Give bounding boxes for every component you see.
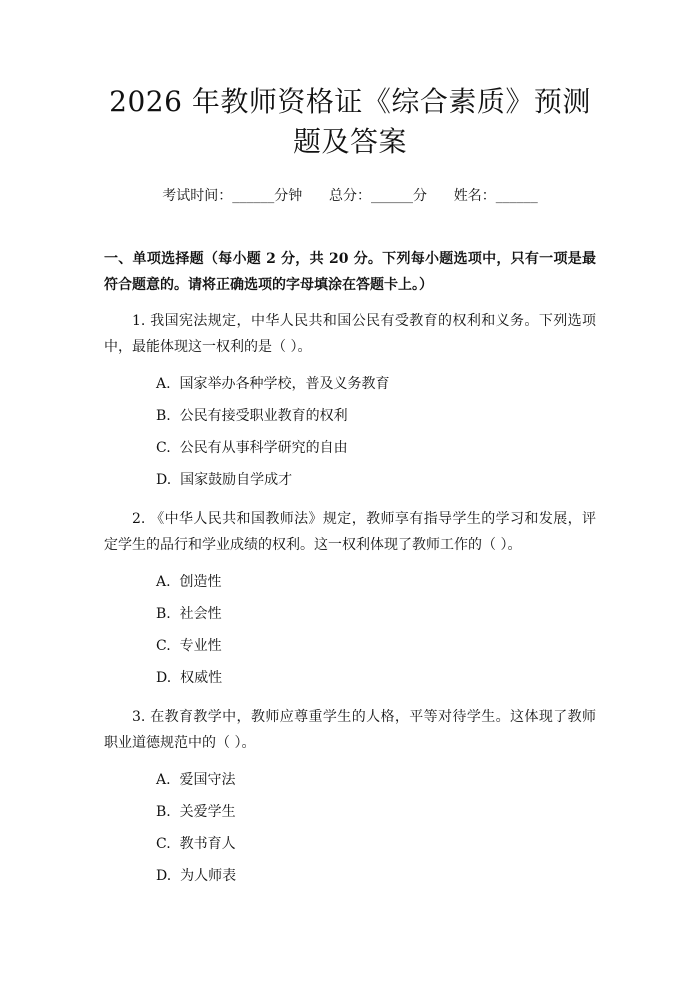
option-label: D. 国家鼓励自学成才 <box>156 472 293 488</box>
option-label: B. 公民有接受职业教育的权利 <box>156 408 348 424</box>
question-2-option-b <box>156 598 596 630</box>
question-2-options <box>104 566 596 694</box>
exam-info-line: 考试时间：______分钟 总分：______分 姓名：______ <box>162 188 538 204</box>
question-2-stem: 2. 《中华人民共和国教师法》规定，教师享有指导学生的学习和发展，评定学生的品行和学业成绩的权利。这一权利体现了教师工作的（ ）。 <box>104 511 596 553</box>
question-1-option-b <box>156 400 596 432</box>
option-label: B. 关爱学生 <box>156 804 236 820</box>
question-3-option-c <box>156 828 596 860</box>
option-label: A. 国家举办各种学校，普及义务教育 <box>156 376 390 392</box>
exam-page <box>0 82 700 987</box>
question-1-option-d <box>156 464 596 496</box>
question-3-option-b <box>156 796 596 828</box>
option-label: A. 创造性 <box>156 574 222 590</box>
question-3-option-a <box>156 764 596 796</box>
question-3-options <box>104 764 596 892</box>
option-label: D. 为人师表 <box>156 868 237 884</box>
option-label: C. 教书育人 <box>156 836 236 852</box>
option-label: C. 公民有从事科学研究的自由 <box>156 440 348 456</box>
question-2-option-a <box>156 566 596 598</box>
question-3-stem: 3. 在教育教学中，教师应尊重学生的人格，平等对待学生。这体现了教师职业道德规范中的（ ）。 <box>104 709 596 751</box>
option-label: A. 爱国守法 <box>156 772 236 788</box>
question-2-option-d <box>156 662 596 694</box>
question-1-option-a <box>156 368 596 400</box>
question-1-option-c <box>156 432 596 464</box>
option-label: D. 权威性 <box>156 670 223 686</box>
option-label: B. 社会性 <box>156 606 222 622</box>
question-1-options <box>104 368 596 496</box>
question-1-stem: 1. 我国宪法规定，中华人民共和国公民有受教育的权利和义务。下列选项中，最能体现这一权利的是（ ）。 <box>104 313 596 355</box>
question-3-option-d <box>156 860 596 892</box>
section-heading: 一、单项选择题（每小题 2 分，共 20 分。下列每小题选项中，只有一项是最符合题意的。请将正确选项的字母填涂在答题卡上。） <box>104 251 596 293</box>
question-2-option-c <box>156 630 596 662</box>
option-label: C. 专业性 <box>156 638 222 654</box>
document-title: 2026 年教师资格证《综合素质》预测题及答案 <box>109 85 591 158</box>
